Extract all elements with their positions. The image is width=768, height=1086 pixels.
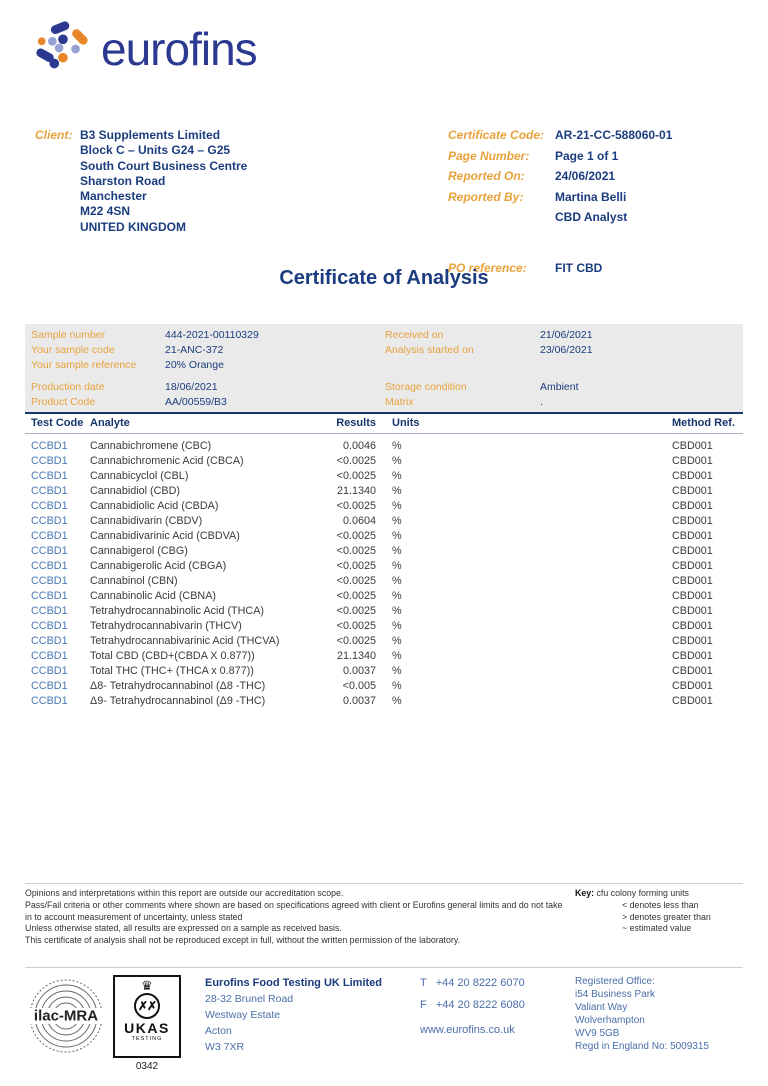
table-row <box>31 439 743 454</box>
cell-method-ref: CBD001 <box>672 695 713 707</box>
po-reference-value: FIT CBD <box>555 260 603 275</box>
cell-test-code: CCBD1 <box>31 650 68 662</box>
table-row <box>31 469 743 484</box>
sample-info-row <box>31 395 743 410</box>
key-first-line <box>575 888 711 900</box>
table-row <box>31 619 743 634</box>
sample-band-2 <box>25 376 743 414</box>
page-number-label: Page Number: <box>448 148 530 163</box>
cell-analyte: Δ8- Tetrahydrocannabinol (Δ8 -THC) <box>90 680 266 692</box>
table-row <box>31 589 743 604</box>
reported-by-label: Reported By: <box>448 189 524 204</box>
field-value: 21-ANC-372 <box>165 343 224 356</box>
cell-method-ref: CBD001 <box>672 545 713 557</box>
field-value: 21/06/2021 <box>540 329 593 341</box>
key-line: > denotes greater than <box>622 911 711 922</box>
registered-line: WV9 5GB <box>575 1028 620 1039</box>
cell-analyte: Total CBD (CBD+(CBDA X 0.877)) <box>90 650 255 662</box>
eurofins-logo-icon <box>33 20 91 78</box>
fax-number: F +44 20 8222 6080 <box>420 999 525 1011</box>
crown-icon: ♛ <box>141 978 153 993</box>
reported-on-label: Reported On: <box>448 169 525 183</box>
contact-block <box>420 977 525 1046</box>
cell-unit: % <box>392 515 402 527</box>
client-address-line: UNITED KINGDOM <box>80 219 186 234</box>
cell-test-code: CCBD1 <box>31 470 68 482</box>
cell-result: <0.0025 <box>336 530 376 542</box>
ukas-sub: TESTING <box>131 1036 163 1042</box>
page-title: Certificate of Analysis <box>279 267 489 289</box>
key-label: Key: <box>575 888 595 898</box>
ilac-mra-seal-icon <box>27 977 105 1055</box>
field-label: Product Code <box>31 395 96 408</box>
cell-result: <0.0025 <box>336 575 376 587</box>
cell-unit: % <box>392 560 402 572</box>
company-address-line: W3 7XR <box>205 1041 245 1053</box>
reported-on-row <box>448 169 748 190</box>
cell-analyte: Cannabigerolic Acid (CBGA) <box>90 560 227 572</box>
cell-analyte: Total THC (THC+ (THCA x 0.877)) <box>90 665 254 677</box>
table-row <box>31 574 743 589</box>
cell-method-ref: CBD001 <box>672 665 713 677</box>
cell-unit: % <box>392 485 402 497</box>
cell-test-code: CCBD1 <box>31 515 68 527</box>
registered-line: i54 Business Park <box>575 989 656 1000</box>
cell-unit: % <box>392 695 402 707</box>
cell-test-code: CCBD1 <box>31 605 68 617</box>
cell-test-code: CCBD1 <box>31 500 68 512</box>
company-address-line: Acton <box>205 1025 232 1037</box>
reported-by-row <box>448 190 748 211</box>
company-address-line: 28-32 Brunel Road <box>205 993 294 1005</box>
field-label: Sample number <box>31 329 106 341</box>
cell-method-ref: CBD001 <box>672 605 713 617</box>
key-first-value: cfu colony forming units <box>596 888 689 898</box>
client-address-line: Sharston Road <box>80 173 166 188</box>
cell-analyte: Δ9- Tetrahydrocannabinol (Δ9 -THC) <box>90 695 266 707</box>
table-row <box>31 649 743 664</box>
key-lines <box>575 900 711 935</box>
cell-unit: % <box>392 590 402 602</box>
phone-number: T +44 20 8222 6070 <box>420 977 525 989</box>
registered-line: Registered Office: <box>575 976 655 987</box>
cell-result: <0.0025 <box>336 500 376 512</box>
company-block <box>205 975 382 1055</box>
reported-by-role-row <box>448 210 748 231</box>
cell-result: <0.0025 <box>336 470 376 482</box>
cell-analyte: Cannabicyclol (CBL) <box>90 470 189 482</box>
cell-result: 0.0037 <box>342 695 376 707</box>
table-row <box>31 484 743 499</box>
cell-method-ref: CBD001 <box>672 440 713 452</box>
field-value: 444-2021-00110329 <box>165 329 259 341</box>
table-row <box>31 499 743 514</box>
cell-method-ref: CBD001 <box>672 560 713 572</box>
client-address-line: Block C – Units G24 – G25 <box>80 143 231 158</box>
po-reference-label: PO reference: <box>448 260 527 275</box>
reported-by-role: CBD Analyst <box>555 210 628 224</box>
cell-unit: % <box>392 500 402 512</box>
cell-result: <0.0025 <box>336 590 376 602</box>
client-address-line: South Court Business Centre <box>80 158 248 173</box>
page-number-value: Page 1 of 1 <box>555 148 619 163</box>
cell-unit: % <box>392 455 402 467</box>
table-row <box>31 664 743 679</box>
cell-test-code: CCBD1 <box>31 695 68 707</box>
disclaimer <box>25 888 570 947</box>
cell-unit: % <box>392 635 402 647</box>
field-label: Your sample reference <box>31 358 137 371</box>
field-value <box>540 358 743 373</box>
registered-line: Wolverhampton <box>575 1015 645 1026</box>
cell-unit: % <box>392 530 402 542</box>
cell-test-code: CCBD1 <box>31 485 68 497</box>
cell-result: 0.0046 <box>342 440 376 452</box>
cell-test-code: CCBD1 <box>31 545 68 557</box>
certificate-meta <box>448 128 748 281</box>
client-address <box>80 128 400 235</box>
sample-info-row <box>31 380 743 395</box>
cell-method-ref: CBD001 <box>672 635 713 647</box>
cell-analyte: Tetrahydrocannabinolic Acid (THCA) <box>90 605 265 617</box>
ukas-symbol-icon: ✗✗ <box>134 993 160 1019</box>
eurofins-wordmark: eurofins <box>101 23 257 75</box>
client-address-line: Manchester <box>80 189 147 204</box>
table-row <box>31 529 743 544</box>
cell-unit: % <box>392 665 402 677</box>
certificate-code-label: Certificate Code: <box>448 128 545 142</box>
disclaimer-line: This certificate of analysis shall not be reproduced except in full, without the written permission of the laboratory. <box>25 935 461 946</box>
footnote-divider <box>25 883 743 884</box>
cell-result: 21.1340 <box>336 485 376 497</box>
field-label: Storage condition <box>385 381 467 393</box>
cell-result: 0.0037 <box>342 665 376 677</box>
field-label <box>385 358 540 373</box>
field-label: Matrix <box>385 395 414 408</box>
cell-analyte: Cannabichromene (CBC) <box>90 440 212 452</box>
ukas-word: UKAS <box>124 1020 170 1036</box>
cell-result: <0.005 <box>342 680 376 692</box>
cell-analyte: Cannabinolic Acid (CBNA) <box>90 590 217 602</box>
key-block <box>575 888 711 935</box>
field-value: . <box>540 395 543 408</box>
cell-test-code: CCBD1 <box>31 440 68 452</box>
cell-test-code: CCBD1 <box>31 530 68 542</box>
cell-test-code: CCBD1 <box>31 455 68 467</box>
cell-test-code: CCBD1 <box>31 665 68 677</box>
cell-result: <0.0025 <box>336 620 376 632</box>
field-label: Your sample code <box>31 343 115 356</box>
cell-analyte: Cannabidivarinic Acid (CBDVA) <box>90 530 240 542</box>
disclaimer-line: Unless otherwise stated, all results are expressed on a sample as received basis. <box>25 923 342 934</box>
cell-test-code: CCBD1 <box>31 575 68 587</box>
website-link[interactable]: www.eurofins.co.uk <box>420 1024 515 1036</box>
client-address-line: M22 4SN <box>80 204 131 219</box>
cell-method-ref: CBD001 <box>672 515 713 527</box>
cell-method-ref: CBD001 <box>672 650 713 662</box>
cell-analyte: Cannabidiolic Acid (CBDA) <box>90 500 219 512</box>
table-row <box>31 454 743 469</box>
page-number-row <box>448 149 748 170</box>
cell-result: <0.0025 <box>336 455 376 467</box>
company-address-line: Westway Estate <box>205 1009 281 1021</box>
cell-test-code: CCBD1 <box>31 590 68 602</box>
header-results: Results <box>336 417 376 429</box>
cell-result: 21.1340 <box>336 650 376 662</box>
key-line: ~ estimated value <box>622 923 692 934</box>
table-row <box>31 559 743 574</box>
cell-unit: % <box>392 620 402 632</box>
cell-analyte: Cannabinol (CBN) <box>90 575 178 587</box>
ukas-testing-logo <box>113 975 181 1058</box>
disclaimer-line: Opinions and interpretations within this report are outside our accreditation scope. <box>25 888 344 898</box>
cell-method-ref: CBD001 <box>672 455 713 467</box>
cell-unit: % <box>392 440 402 452</box>
registered-office <box>575 975 709 1053</box>
cell-method-ref: CBD001 <box>672 575 713 587</box>
cell-analyte: Cannabidivarin (CBDV) <box>90 515 203 527</box>
cell-result: <0.0025 <box>336 560 376 572</box>
cell-unit: % <box>392 605 402 617</box>
svg-text:ilac-MRA: ilac-MRA <box>33 1007 99 1025</box>
table-row <box>31 604 743 619</box>
company-address <box>205 991 382 1055</box>
field-label: Received on <box>385 329 444 341</box>
eurofins-logo <box>33 20 257 78</box>
client-label: Client: <box>35 128 73 142</box>
cell-method-ref: CBD001 <box>672 485 713 497</box>
field-value: 23/06/2021 <box>540 343 593 356</box>
sample-info-row <box>31 358 743 373</box>
client-address-line: B3 Supplements Limited <box>80 128 221 142</box>
cell-method-ref: CBD001 <box>672 620 713 632</box>
cell-test-code: CCBD1 <box>31 680 68 692</box>
cell-result: <0.0025 <box>336 605 376 617</box>
field-label: Analysis started on <box>385 343 474 356</box>
cell-unit: % <box>392 575 402 587</box>
certificate-code-row <box>448 128 748 149</box>
header-method-ref: Method Ref. <box>672 417 735 429</box>
table-row <box>31 544 743 559</box>
registered-line: Regd in England No: 5009315 <box>575 1041 709 1052</box>
disclaimer-line: Pass/Fail criteria or other comments where shown are based on specifications agreed with client or Eurofins general limits and do not take in to account measurement of uncertainty, unless stated <box>25 899 563 922</box>
cell-unit: % <box>392 470 402 482</box>
reported-on-value: 24/06/2021 <box>555 169 616 183</box>
registered-line: Valiant Way <box>575 1002 628 1013</box>
cell-result: 0.0604 <box>342 515 376 527</box>
table-row <box>31 634 743 649</box>
sample-band-1 <box>25 324 743 376</box>
header-units: Units <box>392 417 420 429</box>
results-table <box>25 412 743 709</box>
table-row <box>31 679 743 694</box>
field-value: AA/00559/B3 <box>165 395 227 408</box>
key-line: < denotes less than <box>622 899 699 910</box>
header-test-code: Test Code <box>31 417 84 429</box>
cell-test-code: CCBD1 <box>31 560 68 572</box>
field-value: 20% Orange <box>165 358 224 371</box>
cell-method-ref: CBD001 <box>672 530 713 542</box>
sample-info-row <box>31 343 743 358</box>
cell-result: <0.0025 <box>336 545 376 557</box>
header-analyte: Analyte <box>90 417 130 429</box>
ukas-accreditation-number: 0342 <box>135 1061 159 1072</box>
cell-analyte: Tetrahydrocannabivarinic Acid (THCVA) <box>90 635 280 647</box>
table-row <box>31 514 743 529</box>
cell-unit: % <box>392 680 402 692</box>
sample-info-row <box>31 328 743 343</box>
field-value: 18/06/2021 <box>165 381 218 393</box>
field-value: Ambient <box>540 381 579 393</box>
cell-analyte: Cannabidiol (CBD) <box>90 485 181 497</box>
cell-analyte: Cannabigerol (CBG) <box>90 545 188 557</box>
cell-method-ref: CBD001 <box>672 470 713 482</box>
cell-method-ref: CBD001 <box>672 500 713 512</box>
cell-result: <0.0025 <box>336 635 376 647</box>
cell-test-code: CCBD1 <box>31 635 68 647</box>
cell-analyte: Tetrahydrocannabivarin (THCV) <box>90 620 242 632</box>
cell-analyte: Cannabichromenic Acid (CBCA) <box>90 455 244 467</box>
reported-by-value: Martina Belli <box>555 189 627 204</box>
cell-method-ref: CBD001 <box>672 590 713 602</box>
table-row <box>31 694 743 709</box>
field-label: Production date <box>31 381 105 393</box>
certificate-code-value: AR-21-CC-588060-01 <box>555 128 673 142</box>
footer-divider <box>25 967 743 968</box>
cell-unit: % <box>392 650 402 662</box>
cell-unit: % <box>392 545 402 557</box>
cell-method-ref: CBD001 <box>672 680 713 692</box>
results-table-body <box>25 434 743 709</box>
company-name: Eurofins Food Testing UK Limited <box>205 977 383 989</box>
results-table-header <box>25 412 743 434</box>
cell-test-code: CCBD1 <box>31 620 68 632</box>
